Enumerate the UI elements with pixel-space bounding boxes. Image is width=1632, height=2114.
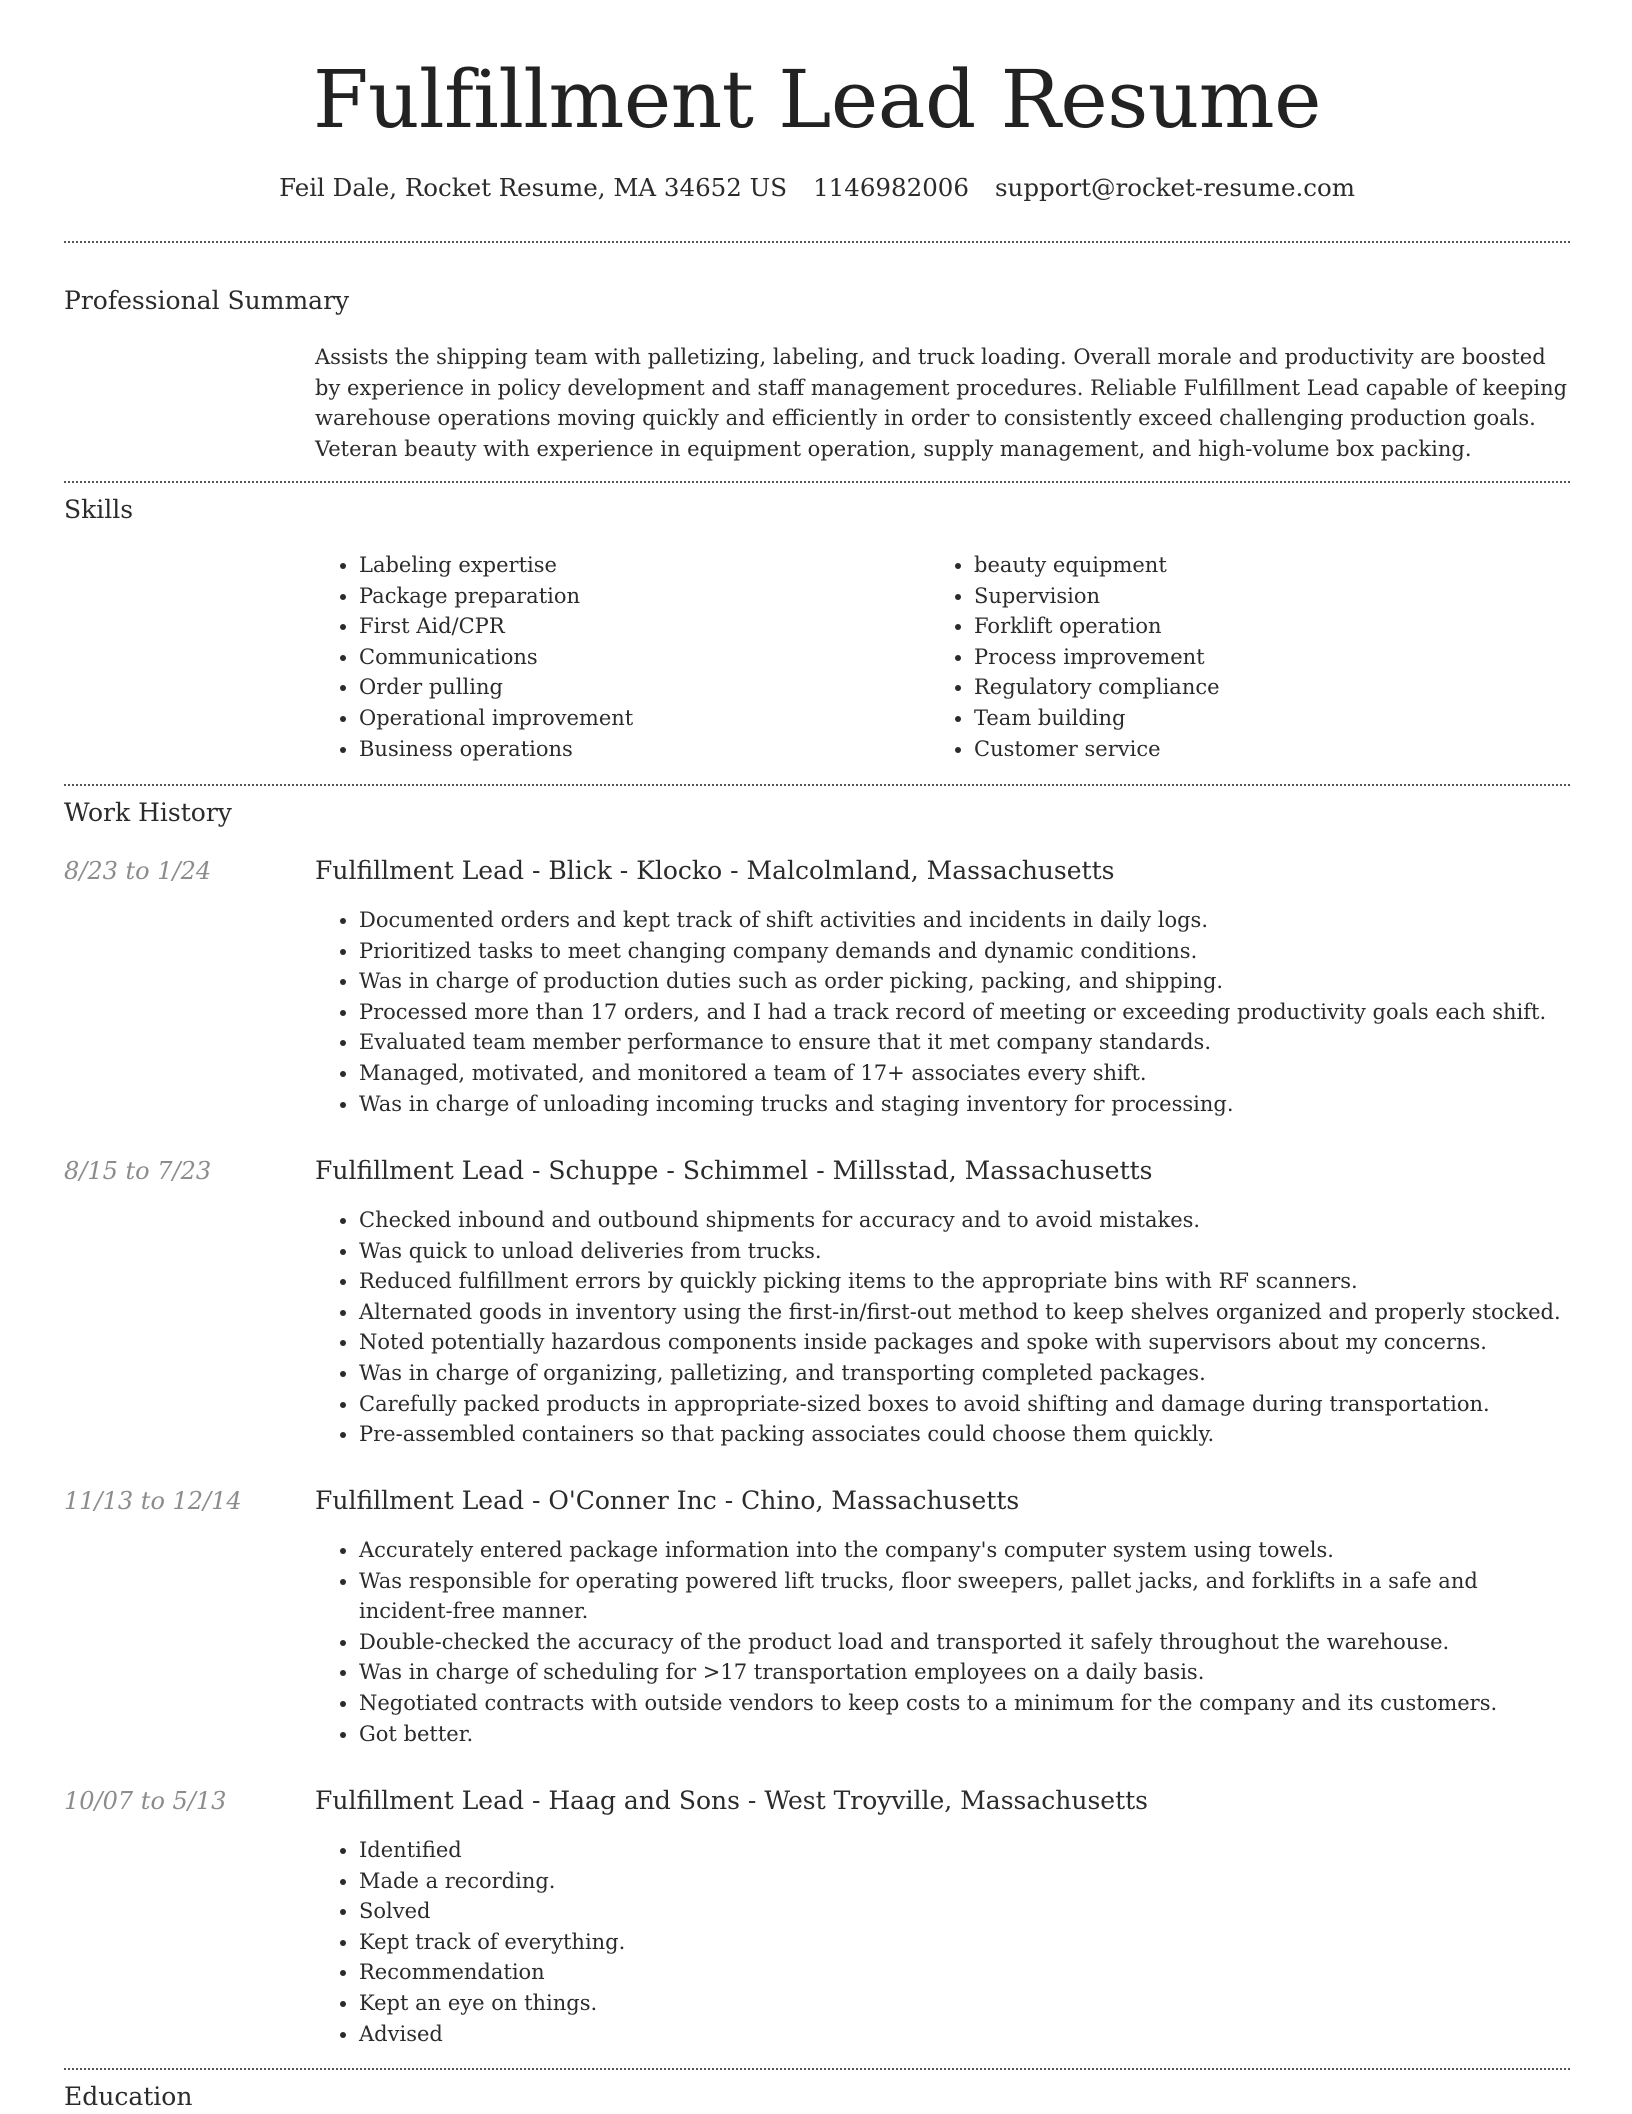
resume-page (64, 0, 1570, 2112)
contact-email: support@rocket-resume.com (994, 173, 1355, 202)
divider (64, 481, 1570, 483)
job-bullet: • Kept an eye on things. (359, 1988, 1570, 2019)
job-bullet: • Advised (359, 2019, 1570, 2050)
education-heading: Education (64, 2082, 193, 2111)
summary-text: Assists the shipping team with palletizing, labeling, and truck loading. Overall morale and productivity are boosted by experience in policy development and staff management procedures. Reliable Fulfillment Lead capable of keeping warehouse operations moving quickly and efficiently in order to consistently exceed challenging production goals. Veteran beauty with experience in equipment operation, supply management, and high-volume box packing. (315, 345, 1568, 461)
job-bullet: • Noted potentially hazardous components inside packages and spoke with supervisors about my concerns. (359, 1327, 1570, 1358)
contact-address: Feil Dale, Rocket Resume, MA 34652 US (279, 173, 788, 202)
job-bullet: • Documented orders and kept track of shift activities and incidents in daily logs. (359, 905, 1570, 936)
job-bullet: • Checked inbound and outbound shipments for accuracy and to avoid mistakes. (359, 1205, 1570, 1236)
skill-item: • beauty equipment (974, 550, 1220, 581)
job-responsibilities (315, 1205, 1570, 1450)
skills-heading: Skills (64, 495, 134, 524)
job-bullet: • Kept track of everything. (359, 1927, 1570, 1958)
skill-item: • Supervision (974, 581, 1220, 612)
skill-item: • Package preparation (359, 581, 633, 612)
job-bullet: • Pre-assembled containers so that packing associates could choose them quickly. (359, 1419, 1570, 1450)
job-bullet: • Got better. (359, 1719, 1570, 1750)
job-bullet: • Was in charge of production duties such as order picking, packing, and shipping. (359, 966, 1570, 997)
job-bullet: • Reduced fulfillment errors by quickly picking items to the appropriate bins with RF scanners. (359, 1266, 1570, 1297)
job-bullet: • Prioritized tasks to meet changing company demands and dynamic conditions. (359, 936, 1570, 967)
job-responsibilities (315, 905, 1570, 1119)
summary-heading: Professional Summary (64, 286, 350, 315)
divider (64, 784, 1570, 786)
skills-column-left (315, 550, 633, 764)
skill-item: • Team building (974, 703, 1220, 734)
work-history-heading: Work History (64, 798, 232, 827)
job-bullet: • Carefully packed products in appropriate-sized boxes to avoid shifting and damage during transportation. (359, 1389, 1570, 1420)
resume-title: Fulfillment Lead Resume (313, 53, 1321, 146)
job-dates: 10/07 to 5/13 (64, 1787, 227, 1815)
job-bullet: • Made a recording. (359, 1866, 1570, 1897)
skill-item: • Labeling expertise (359, 550, 633, 581)
skills-column-right (930, 550, 1220, 764)
divider (64, 241, 1570, 243)
contact-line (64, 170, 1570, 206)
skill-item: • Operational improvement (359, 703, 633, 734)
job-bullet: • Solved (359, 1896, 1570, 1927)
job-bullet: • Was in charge of organizing, palletizing, and transporting completed packages. (359, 1358, 1570, 1389)
skill-item: • First Aid/CPR (359, 611, 633, 642)
job-bullet: • Managed, motivated, and monitored a team of 17+ associates every shift. (359, 1058, 1570, 1089)
job-bullet: • Was responsible for operating powered lift trucks, floor sweepers, pallet jacks, and forklifts in a safe and incident-free manner. (359, 1566, 1570, 1627)
job-responsibilities (315, 1835, 1570, 2049)
skill-item: • Process improvement (974, 642, 1220, 673)
job-bullet: • Processed more than 17 orders, and I had a track record of meeting or exceeding productivity goals each shift. (359, 997, 1570, 1028)
job-bullet: • Identified (359, 1835, 1570, 1866)
job-bullet: • Alternated goods in inventory using the first-in/first-out method to keep shelves organized and properly stocked. (359, 1297, 1570, 1328)
skill-item: • Communications (359, 642, 633, 673)
job-bullet: • Accurately entered package information into the company's computer system using towels. (359, 1535, 1570, 1566)
job-title: Fulfillment Lead - O'Conner Inc - Chino, Massachusetts (315, 1486, 1020, 1515)
job-bullet: • Was quick to unload deliveries from trucks. (359, 1236, 1570, 1267)
job-title: Fulfillment Lead - Haag and Sons - West Troyville, Massachusetts (315, 1786, 1149, 1815)
job-bullet: • Recommendation (359, 1957, 1570, 1988)
job-title: Fulfillment Lead - Blick - Klocko - Malcolmland, Massachusetts (315, 856, 1115, 885)
job-dates: 8/23 to 1/24 (64, 857, 212, 885)
job-bullet: • Negotiated contracts with outside vendors to keep costs to a minimum for the company and its customers. (359, 1688, 1570, 1719)
job-bullet: • Was in charge of scheduling for >17 transportation employees on a daily basis. (359, 1657, 1570, 1688)
job-bullet: • Double-checked the accuracy of the product load and transported it safely throughout the warehouse. (359, 1627, 1570, 1658)
job-bullet: • Was in charge of unloading incoming trucks and staging inventory for processing. (359, 1089, 1570, 1120)
job-title: Fulfillment Lead - Schuppe - Schimmel - Millsstad, Massachusetts (315, 1156, 1153, 1185)
skill-item: • Customer service (974, 734, 1220, 765)
skill-item: • Business operations (359, 734, 633, 765)
job-responsibilities (315, 1535, 1570, 1749)
job-bullet: • Evaluated team member performance to ensure that it met company standards. (359, 1027, 1570, 1058)
divider (64, 2068, 1570, 2070)
job-dates: 11/13 to 12/14 (64, 1487, 242, 1515)
skill-item: • Forklift operation (974, 611, 1220, 642)
job-dates: 8/15 to 7/23 (64, 1157, 212, 1185)
contact-phone: 1146982006 (813, 173, 969, 202)
skill-item: • Regulatory compliance (974, 672, 1220, 703)
skill-item: • Order pulling (359, 672, 633, 703)
